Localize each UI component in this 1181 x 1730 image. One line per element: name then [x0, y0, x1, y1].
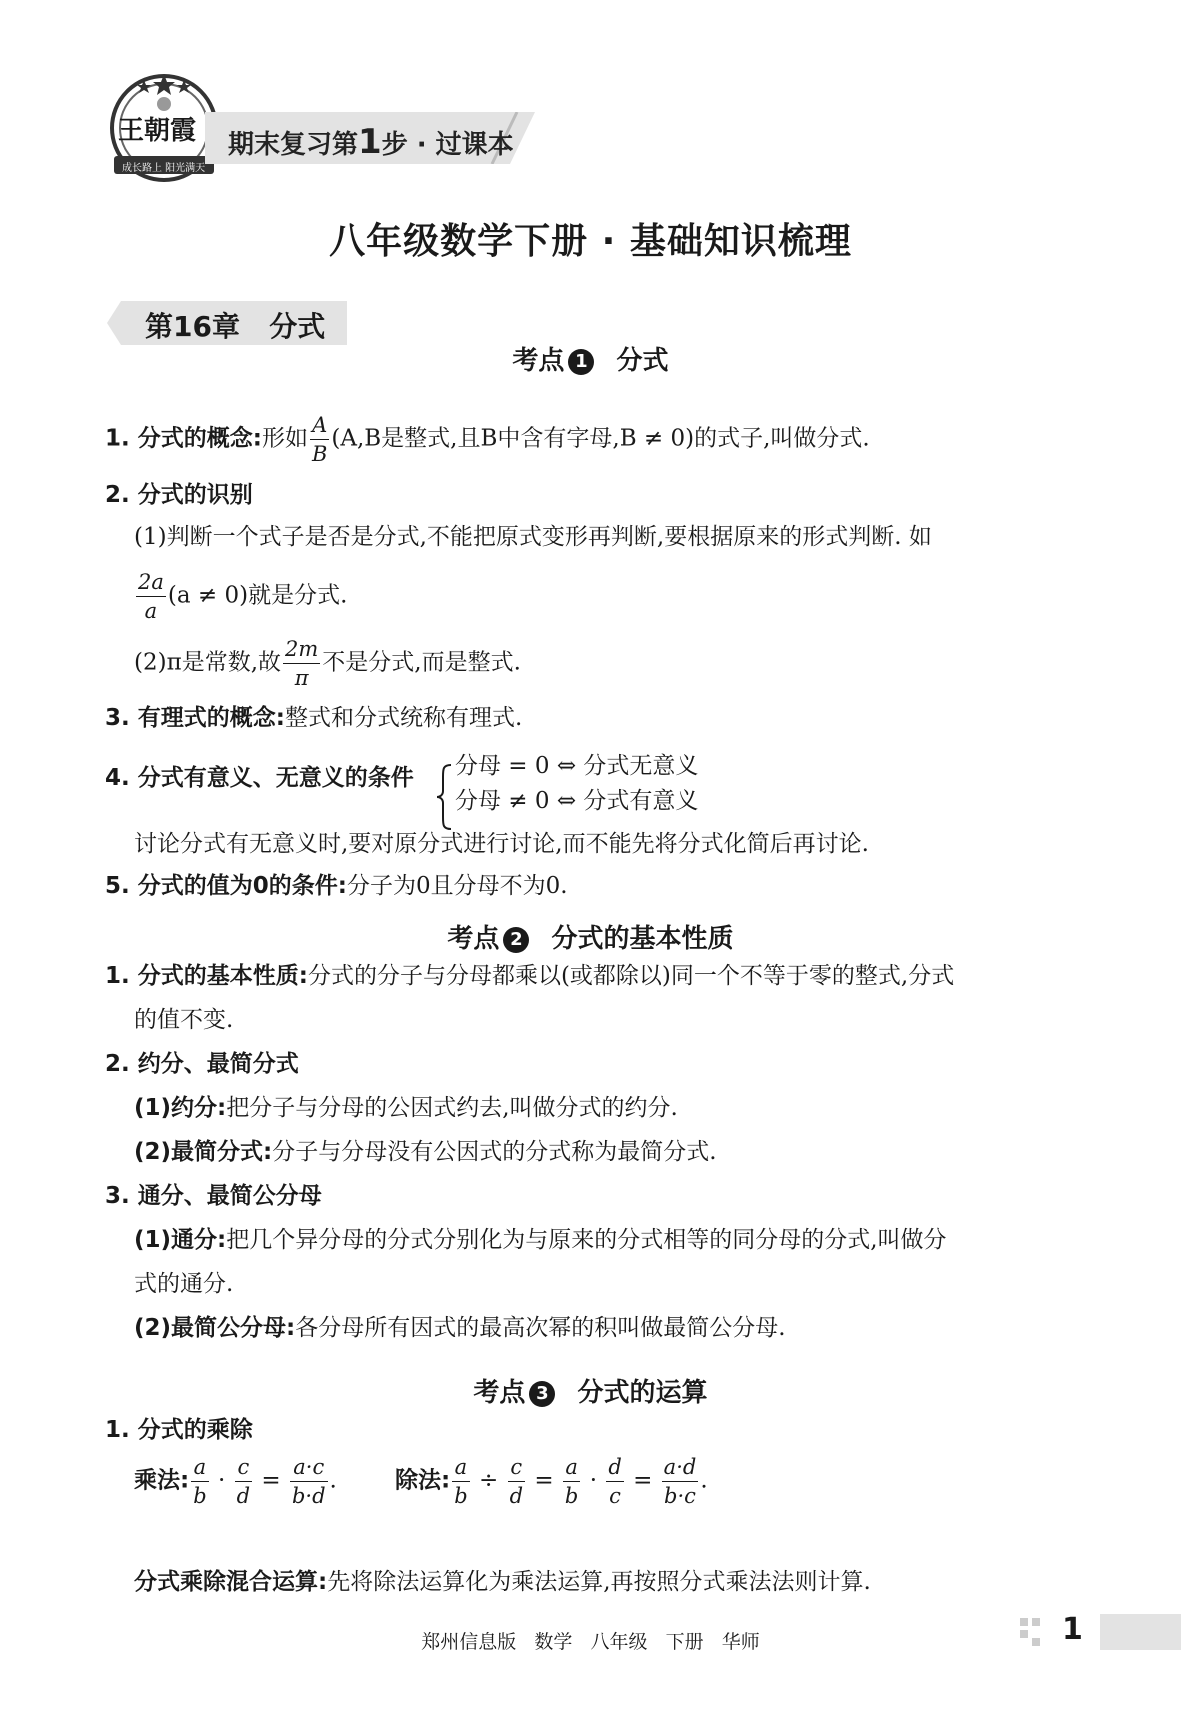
- header-banner-text: 期末复习第1步 · 过课本: [228, 122, 514, 162]
- number-badge: 1: [568, 349, 594, 375]
- s2-item-2-p1: (1)约分:把分子与分母的公因式约去,叫做分式的约分.: [134, 1095, 678, 1121]
- kaodian-2-heading: 考点 2 分式的基本性质: [447, 924, 734, 954]
- fraction-2m-over-pi: $\frac{2m}{\pi}$: [285, 637, 319, 690]
- s2-item-2-label: 2. 约分、最简分式: [105, 1051, 299, 1077]
- s2-item-1: 1. 分式的基本性质:分式的分子与分母都乘以(或都除以)同一个不等于零的整式,分式: [105, 963, 955, 989]
- s2-item-3-p1-cont: 式的通分.: [134, 1271, 234, 1297]
- s1-item-4-case-2: 分母 ≠ 0 ⇔ 分式有意义: [455, 788, 699, 814]
- s2-item-3-label: 3. 通分、最简公分母: [105, 1183, 322, 1209]
- kaodian-1-heading: 考点 1 分式: [512, 346, 669, 376]
- number-badge: 3: [529, 1381, 555, 1407]
- s1-item-5: 5. 分式的值为0的条件:分子为0且分母不为0.: [105, 873, 568, 899]
- fraction-a-over-b: $\frac{A}{B}$: [311, 413, 328, 466]
- s2-item-3-p1: (1)通分:把几个异分母的分式分别化为与原来的分式相等的同分母的分式,叫做分: [134, 1227, 947, 1253]
- s1-item-2-p1b: $\frac{2a}{a}$ (a ≠ 0)就是分式.: [138, 570, 348, 623]
- s1-item-4-note: 讨论分式有无意义时,要对原分式进行讨论,而不能先将分式化简后再讨论.: [134, 831, 869, 857]
- s1-item-2-p1: (1)判断一个式子是否是分式,不能把原式变形再判断,要根据原来的形式判断. 如: [134, 524, 932, 550]
- s2-item-3-p2: (2)最简公分母:各分母所有因式的最高次幂的积叫做最简公分母.: [134, 1315, 786, 1341]
- corner-decoration: [1020, 1614, 1050, 1650]
- s1-item-4-label: 4. 分式有意义、无意义的条件: [105, 765, 414, 791]
- page-tab: [1100, 1614, 1181, 1650]
- kaodian-3-heading: 考点 3 分式的运算: [473, 1378, 708, 1408]
- s1-item-1: 1. 分式的概念:形如 $\frac{A}{B}$ (A,B是整式,且B中含有字母,B ≠ 0)的式子,叫做分式.: [105, 413, 870, 466]
- s1-item-4-case-1: 分母 = 0 ⇔ 分式无意义: [455, 753, 699, 779]
- footer-edition: 郑州信息版 数学 八年级 下册 华师: [421, 1631, 760, 1653]
- s3-item-1-label: 1. 分式的乘除: [105, 1417, 253, 1443]
- page-title: 八年级数学下册 · 基础知识梳理: [329, 221, 852, 262]
- s2-item-1-cont: 的值不变.: [134, 1007, 234, 1033]
- fraction-2a-over-a: $\frac{2a}{a}$: [138, 570, 164, 623]
- number-badge: 2: [503, 927, 529, 953]
- chapter-title: 第16章 分式: [145, 310, 326, 343]
- s2-item-2-p2: (2)最简分式:分子与分母没有公因式的分式称为最简分式.: [134, 1139, 717, 1165]
- multiplication-formula: 乘法: $\frac{a}{b}$ · $\frac{c}{d}$ = $\frac{a\cdot c}{b\cdot d}$ .: [134, 1455, 337, 1508]
- s1-item-2-p2: (2)π是常数,故 $\frac{2m}{\pi}$ 不是分式,而是整式.: [134, 637, 521, 690]
- page-number: 1: [1062, 1612, 1083, 1647]
- s1-item-2-label: 2. 分式的识别: [105, 482, 253, 508]
- s3-mixed-operation: 分式乘除混合运算:先将除法运算化为乘法运算,再按照分式乘法法则计算.: [134, 1569, 871, 1595]
- left-brace-icon: [435, 763, 453, 831]
- division-formula: 除法: $\frac{a}{b}$ ÷ $\frac{c}{d}$ = $\frac{a}{b}$ · $\frac{d}{c}$ = $\frac{a\cdot d}{b\cdot c}$ .: [395, 1455, 708, 1508]
- logo-text: 王朝霞: [118, 116, 197, 146]
- s1-item-3: 3. 有理式的概念:整式和分式统称有理式.: [105, 705, 523, 731]
- logo-ribbon: 成长路上 阳光满天: [122, 163, 206, 174]
